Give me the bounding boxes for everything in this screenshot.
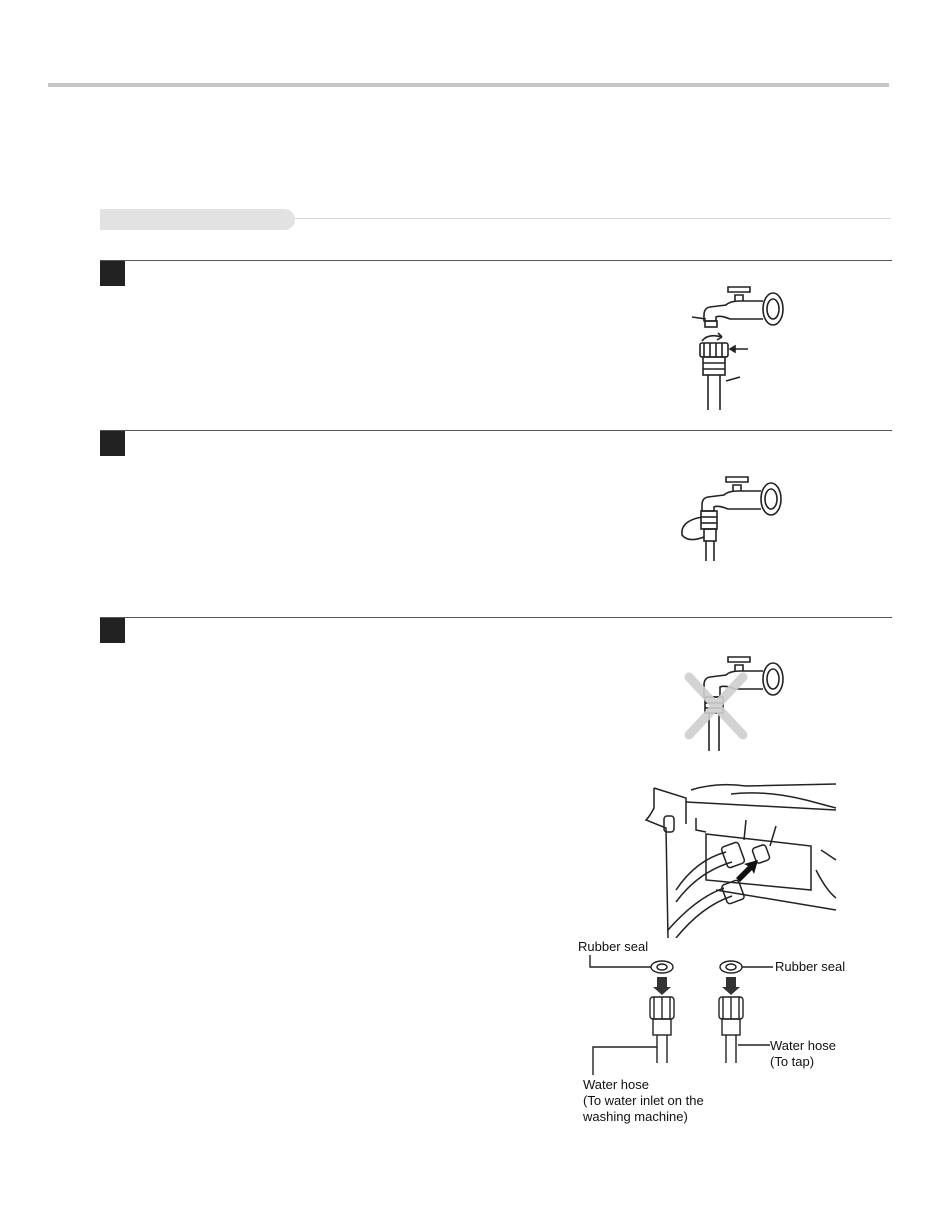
rubber-seal-right-label: Rubber seal	[775, 959, 846, 974]
water-hose-inlet-label-1: Water hose	[583, 1077, 649, 1092]
step-1-marker	[100, 261, 125, 286]
faucet-hose-attached-illustration	[668, 465, 798, 565]
right-seal-arrow-icon	[722, 977, 740, 995]
rubber-seal-left-label: Rubber seal	[578, 939, 649, 954]
water-hose-inlet-label-2: (To water inlet on the	[583, 1093, 704, 1108]
step-1-rule	[100, 260, 892, 261]
water-hose-inlet-label-3: washing machine)	[583, 1109, 688, 1124]
incorrect-cross-icon	[689, 677, 743, 735]
water-hose-tap-label-1: Water hose	[770, 1038, 836, 1053]
step-3-marker	[100, 618, 125, 643]
step-2-marker	[100, 431, 125, 456]
step-2-rule	[100, 430, 892, 431]
section-header-line	[295, 218, 891, 219]
faucet-incorrect-illustration	[675, 645, 795, 755]
insert-arrow-icon	[736, 860, 758, 882]
step-3-rule	[100, 617, 892, 618]
page-top-rule	[48, 83, 889, 87]
faucet-coupling-illustration	[680, 275, 800, 415]
washing-machine-inlet-illustration	[636, 780, 841, 938]
water-hose-tap-label-2: (To tap)	[770, 1054, 815, 1069]
left-seal-arrow-icon	[653, 977, 671, 995]
section-header-pill	[100, 209, 295, 230]
